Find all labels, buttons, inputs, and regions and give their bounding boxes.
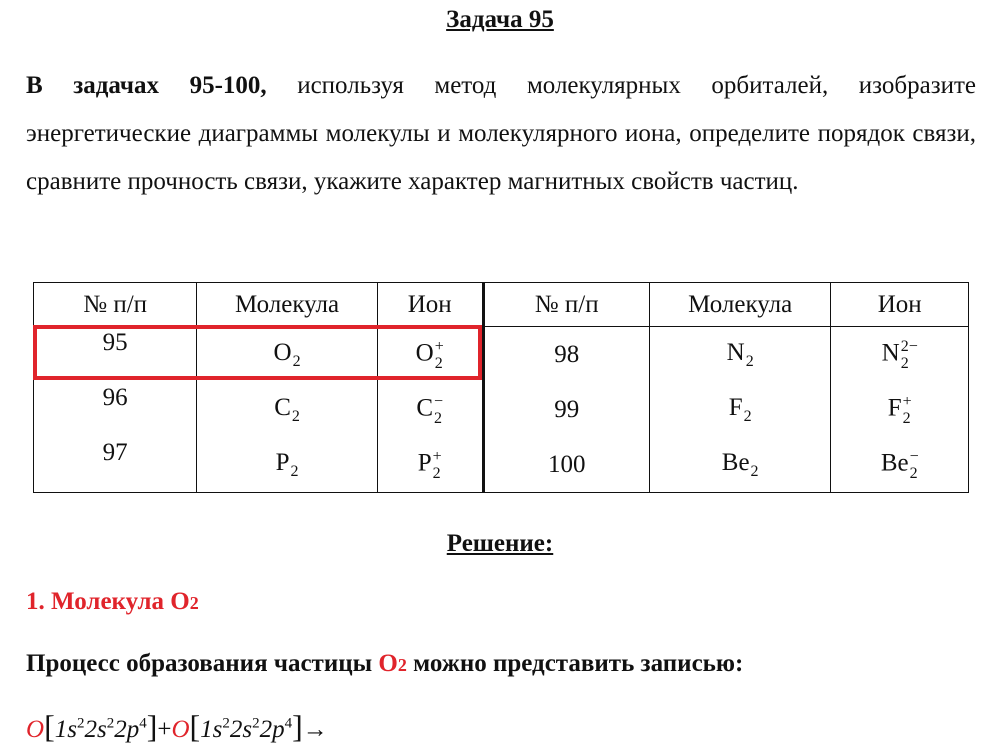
process-text: Процесс образования частицы O2 можно представить записью: bbox=[26, 650, 744, 677]
intro-text: используя метод молекулярных орбиталей, изобразите энергетические диаграммы молекулы и молекулярного иона, определите порядок связи, сравните прочность связи, укажите характер магнитных свойств частиц. bbox=[26, 72, 977, 195]
header-ion-2: Ион bbox=[831, 283, 969, 327]
tasks-table bbox=[33, 282, 969, 493]
solution-heading: Решение: bbox=[446, 530, 554, 557]
task-number: 95 bbox=[34, 327, 197, 383]
highlight-box bbox=[33, 325, 482, 380]
ion-cell: N 2− 2 bbox=[831, 327, 969, 383]
table-header-row bbox=[34, 283, 969, 327]
header-num-1: № п/п bbox=[34, 283, 197, 327]
task-number: 99 bbox=[483, 382, 649, 437]
task-number: 98 bbox=[483, 327, 649, 383]
table-row bbox=[34, 382, 969, 437]
molecule-cell: $C_2$ bbox=[197, 382, 378, 437]
molecule-cell: $Be_2$ bbox=[649, 437, 831, 493]
task-title: Задача 95 bbox=[446, 6, 554, 33]
ion-cell: O + 2 bbox=[377, 327, 483, 383]
molecule-cell: $N_2$ bbox=[649, 327, 831, 383]
molecule-cell: $O_2$ bbox=[197, 327, 378, 383]
task-number: 96 bbox=[34, 382, 197, 437]
header-molecule-1: Молекула bbox=[197, 283, 378, 327]
header-ion-1: Ион bbox=[377, 283, 483, 327]
task-number: 100 bbox=[483, 437, 649, 493]
ion-cell: F + 2 bbox=[831, 382, 969, 437]
header-num-2: № п/п bbox=[483, 283, 649, 327]
molecule-cell: $F_2$ bbox=[649, 382, 831, 437]
ion-cell: Be − 2 bbox=[831, 437, 969, 493]
ion-cell: C − 2 bbox=[377, 382, 483, 437]
table-row bbox=[34, 437, 969, 493]
ion-cell: P + 2 bbox=[377, 437, 483, 493]
header-molecule-2: Молекула bbox=[649, 283, 831, 327]
task-intro bbox=[26, 62, 976, 206]
molecule-cell: $P_2$ bbox=[197, 437, 378, 493]
section-heading: 1. Молекула O2 bbox=[26, 588, 199, 615]
particle-formula: O2 bbox=[378, 650, 407, 677]
task-number: 97 bbox=[34, 437, 197, 493]
intro-lead: В задачах 95-100, bbox=[26, 72, 267, 99]
formation-equation: $O[1s^22s^22p^4]+O[1s^22s^22p^4]\to$ bbox=[26, 708, 328, 744]
